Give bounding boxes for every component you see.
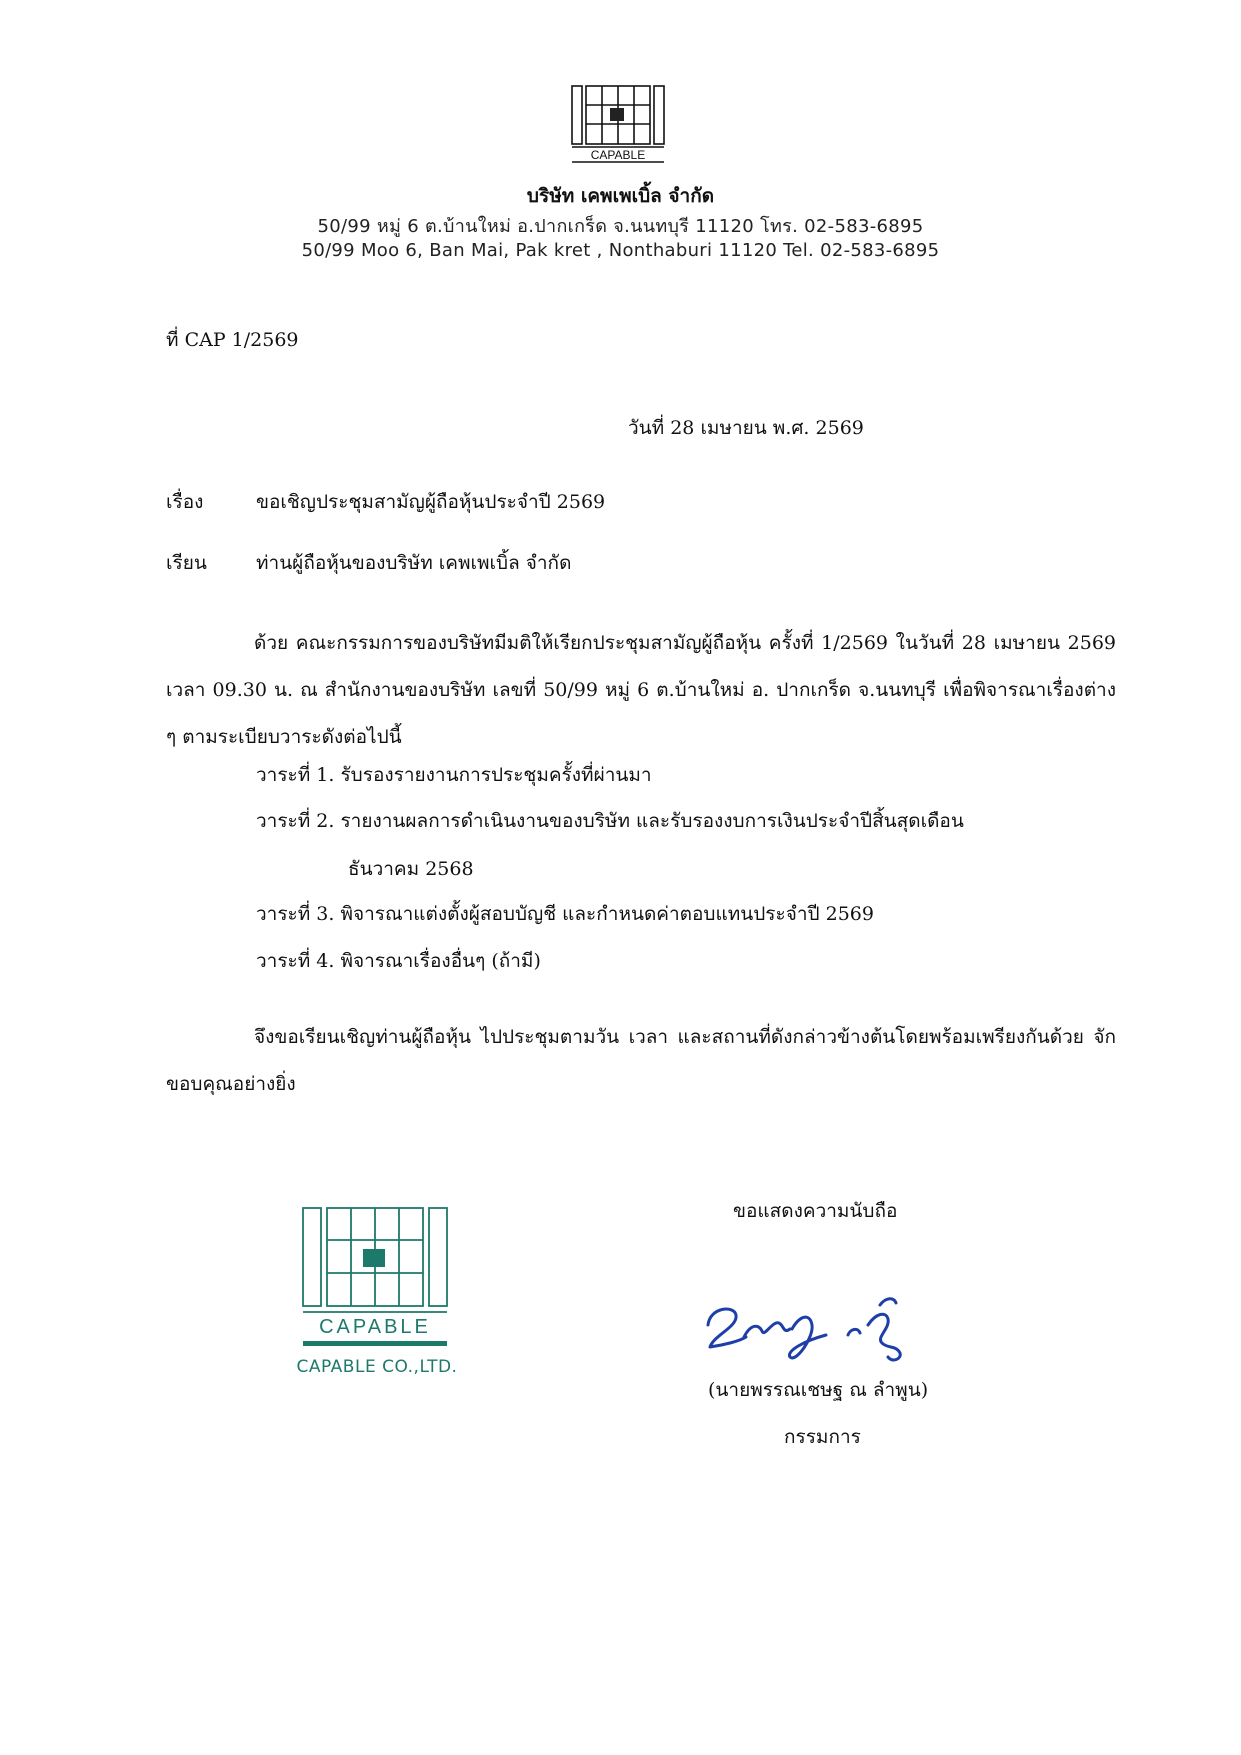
- company-address-english: 50/99 Moo 6, Ban Mai, Pak kret , Nonthaburi 11120 Tel. 02-583-6895: [301, 240, 940, 261]
- company-name: บริษัท เคพเพเบิ้ล จำกัด: [526, 185, 715, 207]
- stamp-caption: CAPABLE CO.,LTD.: [296, 1357, 458, 1377]
- letter-date: วันที่ 28 เมษายน พ.ศ. 2569: [628, 417, 864, 439]
- signer-title: กรรมการ: [784, 1426, 861, 1448]
- agenda-item-2-continuation: ธันวาคม 2568: [348, 858, 474, 880]
- handwritten-signature: [700, 1285, 925, 1365]
- recipient-label: เรียน: [166, 552, 207, 574]
- company-stamp: [300, 1205, 450, 1355]
- closing-salutation: ขอแสดงความนับถือ: [733, 1200, 898, 1222]
- recipient-text: ท่านผู้ถือหุ้นของบริษัท เคพเพเบิ้ล จำกัด: [256, 552, 572, 574]
- invitation-paragraph: [166, 620, 1116, 761]
- agenda-item-1: วาระที่ 1. รับรองรายงานการประชุมครั้งที่ผ่านมา: [256, 764, 652, 786]
- svg-text:CAPABLE: CAPABLE: [319, 1316, 431, 1338]
- subject-text: ขอเชิญประชุมสามัญผู้ถือหุ้นประจำปี 2569: [256, 491, 606, 513]
- invitation-paragraph-text: ด้วย คณะกรรมการของบริษัทมีมติให้เรียกประชุมสามัญผู้ถือหุ้น ครั้งที่ 1/2569 ในวันที่ 28 เมษายน 2569 เวลา 09.30 น. ณ สำนักงานของบริษัท เลขที่ 50/99 หมู่ 6 ต.บ้านใหม่ อ. ปากเกร็ด จ.นนทบุรี เพื่อพิจารณาเรื่องต่าง ๆ ตามระเบียบวาระดังต่อไปนี้: [166, 632, 1116, 748]
- agenda-item-2: วาระที่ 2. รายงานผลการดำเนินงานของบริษัท และรับรองงบการเงินประจำปีสิ้นสุดเดือน: [256, 810, 964, 832]
- company-address-thai: 50/99 หมู่ 6 ต.บ้านใหม่ อ.ปากเกร็ด จ.นนทบุรี 11120 โทร. 02-583-6895: [317, 216, 924, 237]
- closing-paragraph-text: จึงขอเรียนเชิญท่านผู้ถือหุ้น ไปประชุมตามวัน เวลา และสถานที่ดังกล่าวข้างต้นโดยพร้อมเพรียงกันด้วย จักขอบคุณอย่างยิ่ง: [166, 1026, 1116, 1095]
- company-logo: [568, 84, 668, 164]
- agenda-item-3: วาระที่ 3. พิจารณาแต่งตั้งผู้สอบบัญชี และกำหนดค่าตอบแทนประจำปี 2569: [256, 903, 874, 925]
- closing-paragraph: [166, 1014, 1116, 1108]
- signer-name: (นายพรรณเชษฐ ณ ลำพูน): [708, 1379, 929, 1401]
- agenda-item-4: วาระที่ 4. พิจารณาเรื่องอื่นๆ (ถ้ามี): [256, 950, 541, 972]
- subject-label: เรื่อง: [166, 491, 204, 513]
- svg-text:CAPABLE: CAPABLE: [590, 148, 646, 162]
- reference-number: ที่ CAP 1/2569: [166, 329, 299, 351]
